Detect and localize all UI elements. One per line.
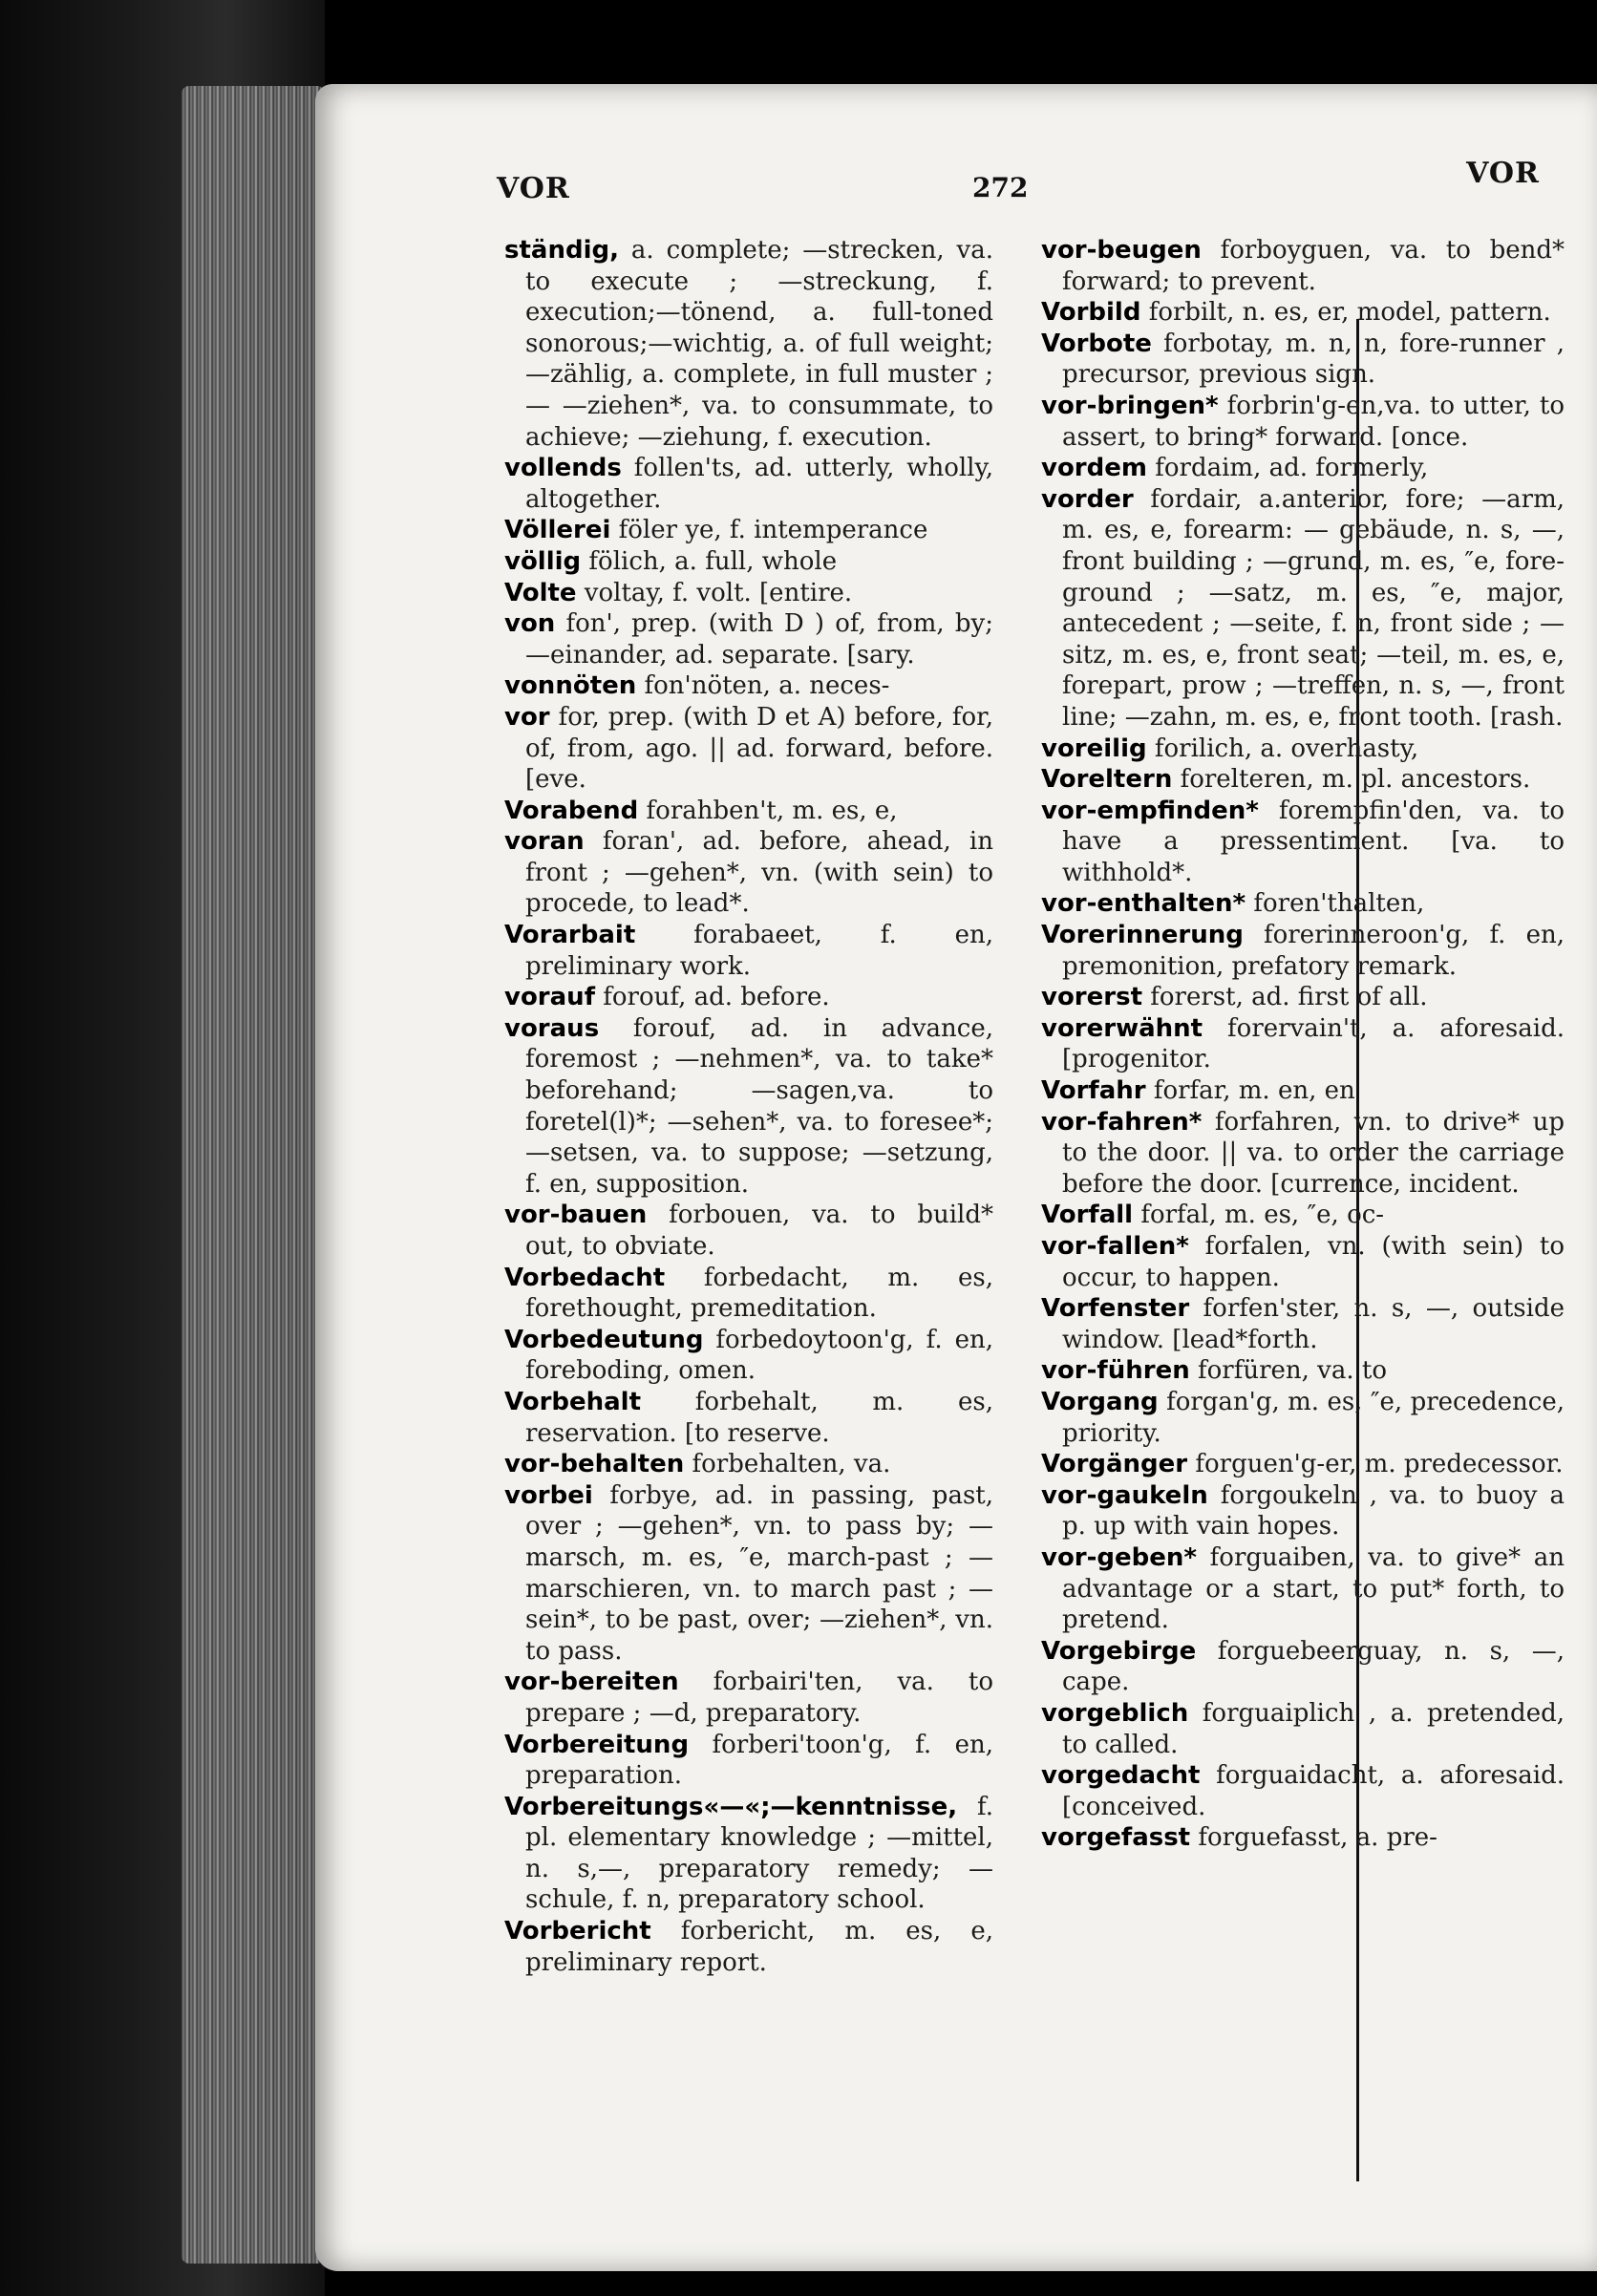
dictionary-entry: vor-bauen forbouen, va. to build* out, to obviate.: [504, 1201, 993, 1261]
dictionary-entry: Vorarbait forabaeet, f. en, preliminary work.: [504, 921, 993, 981]
left-column: [504, 235, 993, 1978]
dictionary-entry: Vorerinnerung forerinneroon'g, f. en, premonition, prefatory remark.: [1041, 921, 1565, 981]
dictionary-entry: vorgeblich forguaiplich , a. pretended, to called.: [1041, 1698, 1565, 1759]
dictionary-entry: Vorgebirge forguebeerguay, n. s, —, cape.: [1041, 1636, 1565, 1697]
header-guide-word-right: VOR: [1466, 157, 1540, 190]
dictionary-entry: Vorbild forbilt, n. es, er, model, pattern.: [1041, 298, 1551, 328]
dictionary-entry: vorauf forouf, ad. before.: [504, 983, 830, 1012]
dictionary-entry: vonnöten fon'nöten, a. neces-: [504, 671, 890, 701]
dictionary-entry: Vorbote forbotay, m. n, n, fore-runner , precursor, previous sign.: [1041, 329, 1565, 390]
dictionary-entry: Völlerei föler ye, f. intemperance: [504, 516, 928, 545]
header-guide-word-left: VOR: [497, 172, 570, 205]
dictionary-entry: vorerwähnt forervain't, a. aforesaid. [progenitor.: [1041, 1013, 1565, 1074]
dictionary-entry: Vorbereitung forberi'toon'g, f. en, preparation.: [504, 1730, 993, 1791]
dictionary-entry: Vorbereitungs«—«;—kenntnisse, f. pl. elementary knowledge ; —mittel, n. s,—, preparatory remedy; —schule, f. n, preparatory school.: [504, 1792, 993, 1915]
dictionary-entry: Vorbehalt forbehalt, m. es, reservation. [to reserve.: [504, 1387, 993, 1448]
dictionary-entry: vorerst forerst, ad. first of all.: [1041, 983, 1428, 1012]
dictionary-entry: vorder fordair, a.anterior, fore; —arm, m. es, e, forearm: — gebäude, n. s, —, front building ; —grund, m. es, ″e, fore-ground ; —satz, m. es, ″e, major, antecedent ; —seite, f. n, front side ; —sitz, m. es, e, front seat; —teil, m. es, e, forepart, prow ; —treffen, n. s, —, front line; —zahn, m. es, e, front tooth. [rash.: [1041, 484, 1565, 732]
dictionary-entry: Vorabend forahben't, m. es, e,: [504, 796, 898, 825]
dictionary-entry: Vorgänger forguen'g-er, m. predecessor.: [1041, 1450, 1564, 1479]
dictionary-entry: voraus forouf, ad. in advance, foremost ; —nehmen*, va. to take* beforehand; —sagen,va. to foretel(l)*; —sehen*, va. to foresee*; —setsen, va. to suppose; —setzung, f. en, supposition.: [504, 1013, 993, 1199]
dictionary-entry: vorbei forbye, ad. in passing, past, over ; —gehen*, vn. to pass by; —marsch, m. es, ″e, march-past ; —marschieren, vn. to march past ; —sein*, to be past, over; —ziehen*, vn. to pass.: [504, 1480, 993, 1666]
page-edges: [181, 86, 325, 2264]
dictionary-entry: Voreltern forelteren, m. pl. ancestors.: [1041, 765, 1531, 795]
page-header: [315, 157, 1597, 229]
dictionary-entry: voreilig forilich, a. overhasty,: [1041, 733, 1419, 763]
dictionary-entry: vor for, prep. (with D et A) before, for, of, from, ago. || ad. forward, before. [eve.: [504, 702, 993, 795]
dictionary-entry: Vorgang forgan'g, m. es, ″e, precedence, priority.: [1041, 1387, 1565, 1448]
dictionary-entry: Vorfall forfal, m. es, ″e, oc-: [1041, 1201, 1385, 1230]
dictionary-entry: vor-enthalten* foren'thalten,: [1041, 889, 1425, 919]
dictionary-entry: vorgedacht forguaidacht, a. aforesaid. [conceived.: [1041, 1761, 1565, 1821]
dictionary-entry: vor-bringen* forbrin'g-en,va. to utter, to assert, to bring* forward. [once.: [1041, 391, 1565, 452]
dictionary-entry: von fon', prep. (with D ) of, from, by; —einander, ad. separate. [sary.: [504, 609, 993, 670]
dictionary-page: [315, 84, 1597, 2271]
dictionary-entry: voran foran', ad. before, ahead, in front ; —gehen*, vn. (with sein) to procede, to lead*.: [504, 827, 993, 919]
dictionary-entry: Vorfenster forfen'ster, n. s, —, outside window. [lead*forth.: [1041, 1294, 1565, 1354]
dictionary-entry: Volte voltay, f. volt. [entire.: [504, 578, 853, 607]
dictionary-entry: ständig, a. complete; —strecken, va. to execute ; —streckung, f. execution;—tönend, a. full-toned sonorous;—wichtig, a. of full weight;—zählig, a. complete, in full muster ; — —ziehen*, va. to consummate, to achieve; —ziehung, f. execution.: [504, 236, 993, 452]
dictionary-entry: Vorbericht forbericht, m. es, e, preliminary report.: [504, 1917, 993, 1977]
page-number: 272: [972, 172, 1029, 203]
dictionary-entry: völlig fölich, a. full, whole: [504, 546, 838, 576]
dictionary-entry: vor-beugen forboyguen, va. to bend* forward; to prevent.: [1041, 236, 1565, 296]
dictionary-entry: vor-gaukeln forgoukeln , va. to buoy a p. up with vain hopes.: [1041, 1480, 1565, 1541]
dictionary-entry: Vorfahr forfar, m. en, en: [1041, 1076, 1355, 1106]
dictionary-entry: vordem fordaim, ad. formerly,: [1041, 454, 1429, 483]
dictionary-entry: vorgefasst forguefasst, a. pre-: [1041, 1823, 1437, 1853]
dictionary-entry: vor-führen forfüren, va. to: [1041, 1356, 1387, 1386]
dictionary-entry: vor-fahren* forfahren, vn. to drive* up to the door. || va. to order the carriage before the door. [currence, incident.: [1041, 1107, 1565, 1199]
dictionary-entry: vor-fallen* forfalen, vn. (with sein) to occur, to happen.: [1041, 1232, 1565, 1292]
dictionary-entry: vollends follen'ts, ad. utterly, wholly, altogether.: [504, 454, 993, 514]
right-column: [1041, 235, 1565, 1854]
dictionary-entry: vor-geben* forguaiben, va. to give* an advantage or a start, to put* forth, to pretend.: [1041, 1542, 1565, 1635]
dictionary-entry: vor-empfinden* forempfin'den, va. to have a pressentiment. [va. to withhold*.: [1041, 796, 1565, 887]
dictionary-entry: vor-behalten forbehalten, va.: [504, 1450, 891, 1479]
dictionary-entry: Vorbedacht forbedacht, m. es, forethought, premeditation.: [504, 1263, 993, 1324]
dictionary-entry: vor-bereiten forbairi'ten, va. to prepare ; —d, preparatory.: [504, 1668, 993, 1728]
dictionary-entry: Vorbedeutung forbedoytoon'g, f. en, foreboding, omen.: [504, 1325, 993, 1386]
